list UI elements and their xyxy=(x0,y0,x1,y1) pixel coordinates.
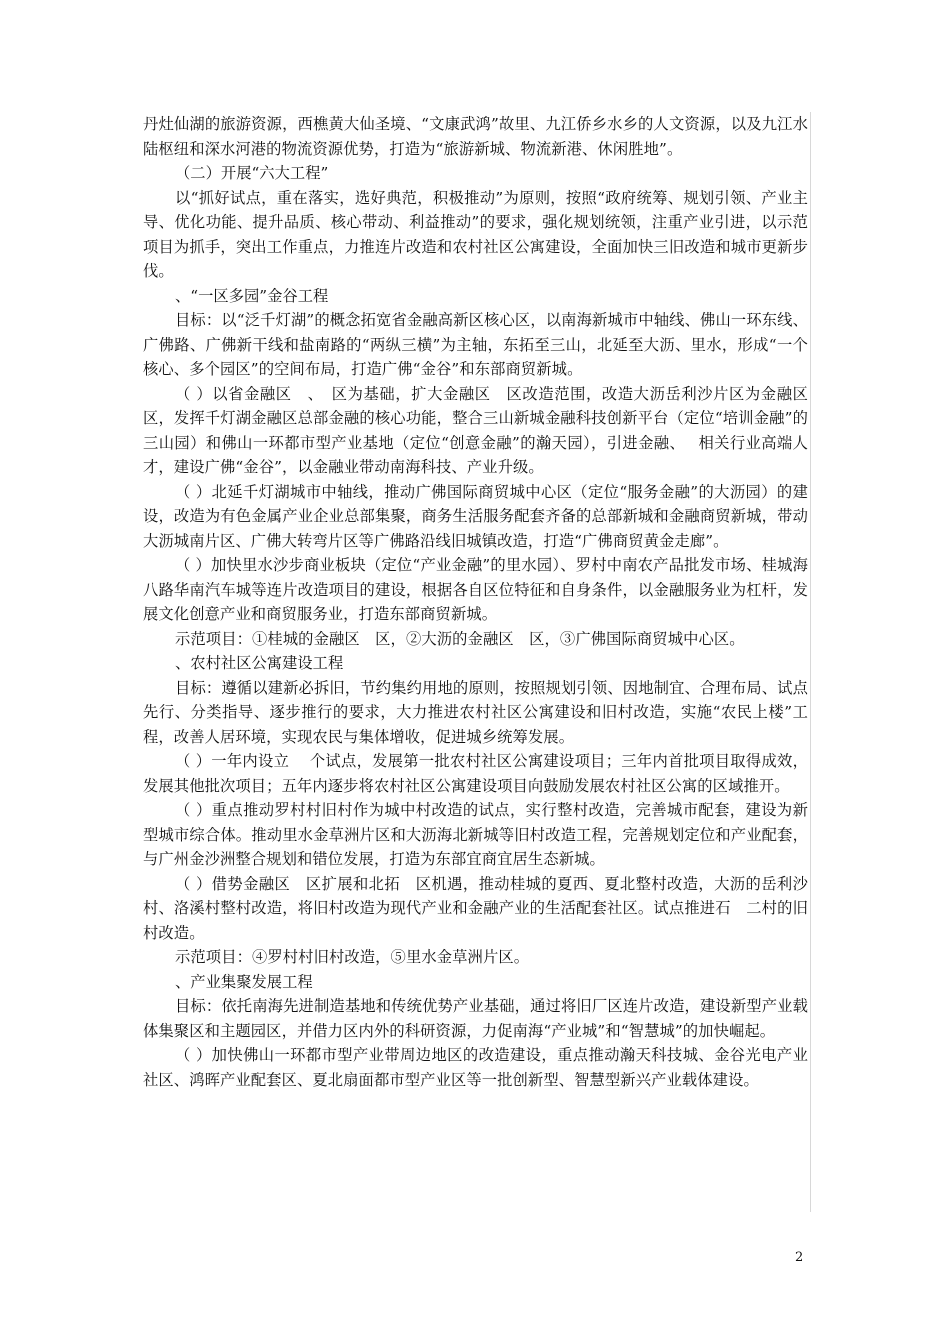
paragraph-golden-valley-item-3: （ ）加快里水沙步商业板块（定位“产业金融”的里水园）、罗村中南农产品批发市场、桂城海八路华南汽车城等连片改造项目的建设，根据各自区位特征和自身条件，以金融服务业为杠杆，发展文化创意产业和商贸服务业，打造东部商贸新城。 xyxy=(143,556,808,623)
paragraph-golden-valley-demo: 示范项目：①桂城的金融区 区，②大沥的金融区 区，③广佛国际商贸城中心区。 xyxy=(175,629,745,648)
section-heading-six-projects: （二）开展“六大工程” xyxy=(175,164,329,182)
subsection-heading-golden-valley: 、“一区多园”金谷工程 xyxy=(175,286,329,305)
subsection-heading-industry-cluster: 、产业集聚发展工程 xyxy=(175,972,313,991)
paragraph-golden-valley-item-1: （ ）以省金融区 、 区为基础，扩大金融区 区改造范围，改造大沥岳利沙片区为金融区 区，发挥千灯湖金融区总部金融的核心功能，整合三山新城金融科技创新平台（定位“培训金融”的三山园）和佛山一环都市型产业基地（定位“创意金融”的瀚天园），引进金融、 相关行业高端人才，建设广佛“金谷”，以金融业带动南海科技、产业升级。 xyxy=(143,384,824,476)
paragraph-rural-demo: 示范项目：④罗村村旧村改造，⑤里水金草洲片区。 xyxy=(175,948,530,966)
paragraph-industry-goal: 目标：依托南海先进制造基地和传统优势产业基础，通过将旧厂区连片改造，建设新型产业载体集聚区和主题园区，并借力区内外的科研资源，力促南海“产业城”和“智慧城”的加快崛起。 xyxy=(143,997,808,1040)
subsection-heading-rural-apartments: 、农村社区公寓建设工程 xyxy=(175,654,344,672)
paragraph-rural-item-2: （ ）重点推动罗村村旧村作为城中村改造的试点，实行整村改造，完善城市配套，建设为新型城市综合体。推动里水金草洲片区和大沥海北新城等旧村改造工程，完善规划定位和产业配套，与广州金沙洲整合规划和错位发展，打造为东部宜商宜居生态新城。 xyxy=(143,801,808,868)
paragraph-rural-item-1: （ ）一年内设立 个试点，发展第一批农村社区公寓建设项目；三年内首批项目取得成效，发展其他批次项目；五年内逐步将农村社区公寓建设项目向鼓励发展农村社区公寓的区域推开。 xyxy=(143,752,808,795)
paragraph-continuation: 丹灶仙湖的旅游资源，西樵黄大仙圣境、“文康武鸿”故里、九江侨乡水乡的人文资源，以及九江水陆枢纽和深水河港的物流资源优势，打造为“旅游新城、物流新港、休闲胜地”。 xyxy=(143,115,808,158)
paragraph-golden-valley-goal: 目标：以“泛千灯湖”的概念拓宽省金融高新区核心区，以南海新城市中轴线、佛山一环东线、广佛路、广佛新干线和盐南路的“两纵三横”为主轴，东拓至三山，北延至大沥、里水，形成“一个核心、多个园区”的空间布局，打造广佛“金谷”和东部商贸新城。 xyxy=(143,311,808,378)
paragraph-rural-goal: 目标：遵循以建新必拆旧，节约集约用地的原则，按照规划引领、因地制宜、合理布局、试点先行、分类指导、逐步推行的要求，大力推进农村社区公寓建设和旧村改造，实施“农民上楼”工程，改善人居环境，实现农民与集体增收，促进城乡统筹发展。 xyxy=(143,678,808,746)
paragraph-rural-item-3: （ ）借势金融区 区扩展和北拓 区机遇，推动桂城的夏西、夏北整村改造，大沥的岳利沙村、洛溪村整村改造，将旧村改造为现代产业和金融产业的生活配套社区。试点推进石 二村的旧村改造。 xyxy=(143,874,808,942)
paragraph-golden-valley-item-2: （ ）北延千灯湖城市中轴线，推动广佛国际商贸城中心区（定位“服务金融”的大沥园）的建设，改造为有色金属产业企业总部集聚，商务生活服务配套齐备的总部新城和金融商贸新城，带动大沥城南片区、广佛大转弯片区等广佛路沿线旧城镇改造，打造“广佛商贸黄金走廊”。 xyxy=(143,482,808,550)
document-body xyxy=(143,112,824,1212)
paragraph-principle: 以“抓好试点，重在落实，选好典范，积极推动”为原则，按照“政府统筹、规划引领、产业主导、优化功能、提升品质、核心带动、利益推动”的要求，强化规划统领，注重产业引进，以示范项目为抓手，突出工作重点，力推连片改造和农村社区公寓建设，全面加快三旧改造和城市更新步伐。 xyxy=(143,188,808,280)
page-number: 2 xyxy=(795,1250,804,1265)
paragraph-industry-item-1: （ ）加快佛山一环都市型产业带周边地区的改造建设，重点推动瀚天科技城、金谷光电产业社区、鸿晖产业配套区、夏北扇面都市型产业区等一批创新型、智慧型新兴产业载体建设。 xyxy=(143,1046,808,1089)
